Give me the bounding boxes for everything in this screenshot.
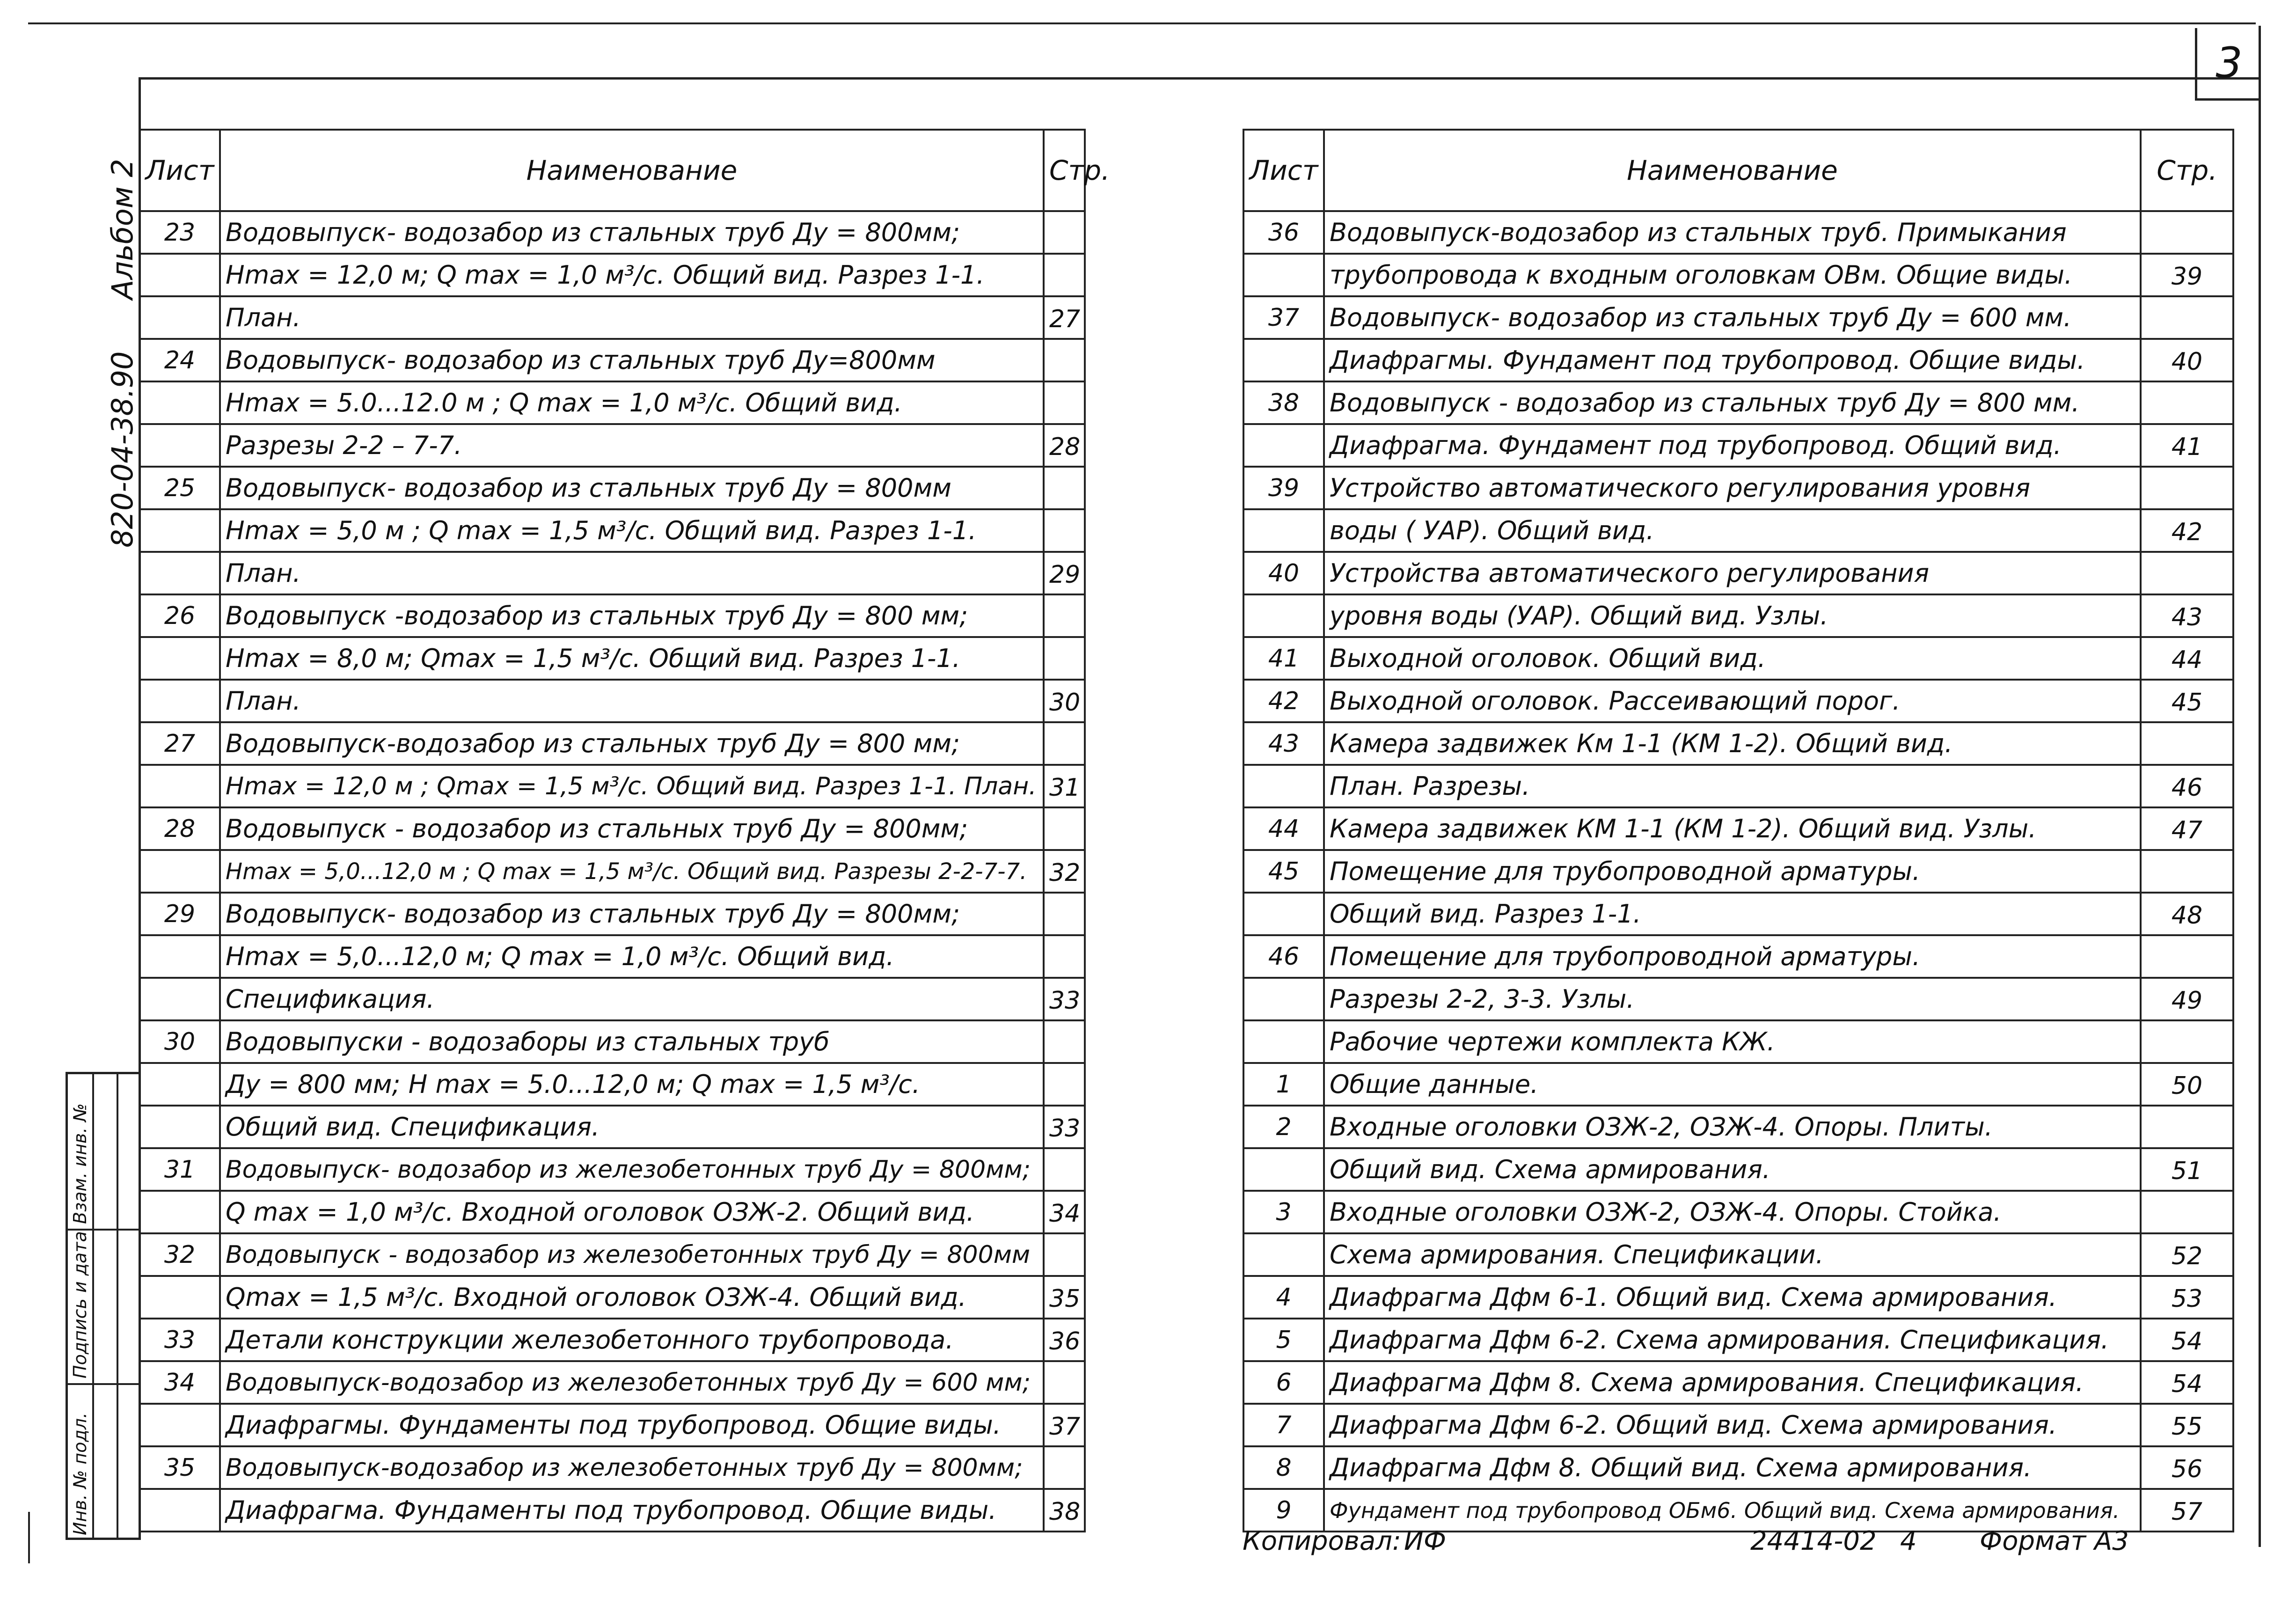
title-cell: Диафрагма Дфм 6-1. Общий вид. Схема армирования. [1324,1276,2141,1319]
table-row [1243,1404,2233,1446]
album-label: Альбом 2 [105,159,139,300]
title-cell: Водовыпуск -водозабор из стальных труб Ду = 800 мм; [220,594,1044,637]
page-cell: 43 [2141,594,2233,637]
page-cell [2141,935,2233,978]
title-cell: Общие данные. [1324,1063,2141,1106]
page-cell [2141,381,2233,424]
page-cell: 46 [2141,765,2233,807]
sheet-number-cell: 7 [1243,1404,1324,1446]
title-cell: Q max = 1,0 м³/с. Входной оголовок ОЗЖ-2. Общий вид. [220,1191,1044,1233]
title-cell: Камера задвижек Км 1-1 (КМ 1-2). Общий вид. [1324,722,2141,765]
page-cell [2141,552,2233,594]
table-row [139,467,1085,509]
sheet-number-cell: 24 [139,339,220,381]
sheet-number-cell: 32 [139,1233,220,1276]
title-cell: Диафрагма Дфм 6-2. Общий вид. Схема армирования. [1324,1404,2141,1446]
table-row [1243,722,2233,765]
title-cell: Водовыпуски - водозаборы из стальных труб [220,1020,1044,1063]
page-cell: 35 [1044,1276,1085,1319]
table-row [1243,850,2233,893]
page-cell [1044,381,1085,424]
page-cell: 33 [1044,978,1085,1020]
sheet-number-cell [139,978,220,1020]
page-cell [2141,467,2233,509]
table-row [1243,211,2233,254]
sheet-number-cell: 27 [139,722,220,765]
page-cell: 36 [1044,1319,1085,1361]
title-cell: Выходной оголовок. Рассеивающий порог. [1324,680,2141,722]
table-row [139,637,1085,680]
col-page-header: Стр. [1044,130,1085,211]
title-cell: Нmax = 12,0 м; Q max = 1,0 м³/с. Общий вид. Разрез 1-1. [220,254,1044,296]
page-cell: 54 [2141,1361,2233,1404]
copied-by-signature: ИФ [1404,1526,1447,1556]
title-cell: Диафрагма. Фундаменты под трубопровод. Общие виды. [220,1489,1044,1532]
sheet-number-cell: 40 [1243,552,1324,594]
sheet-number-cell [139,637,220,680]
sheet-number-cell: 30 [139,1020,220,1063]
page-cell: 44 [2141,637,2233,680]
sheet-number-cell: 23 [139,211,220,254]
table-row [139,424,1085,467]
table-row [139,296,1085,339]
table-row [139,1361,1085,1404]
title-cell: Водовыпуск-водозабор из железобетонных труб Ду = 600 мм; [220,1361,1044,1404]
page-cell: 30 [1044,680,1085,722]
page-cell: 57 [2141,1489,2233,1532]
table-row [139,552,1085,594]
table-row [1243,467,2233,509]
title-cell: Водовыпуск- водозабор из стальных труб Ду = 800мм [220,467,1044,509]
table-row [1243,381,2233,424]
stamp-inventory-label: Инв. № подл. [70,1412,90,1535]
paper-format: Формат А3 [1980,1526,2129,1556]
table-row [139,978,1085,1020]
table-row [139,850,1085,893]
title-cell: План. Разрезы. [1324,765,2141,807]
sheet-number-cell: 9 [1243,1489,1324,1532]
table-row [1243,637,2233,680]
table-row [1243,1233,2233,1276]
document-number: 24414-02 [1750,1526,1877,1556]
table-row [1243,1361,2233,1404]
table-row [1243,424,2233,467]
sheet-number-cell: 26 [139,594,220,637]
sheet-number-cell [1243,1020,1324,1063]
title-cell: Водовыпуск-водозабор из стальных труб. Примыкания [1324,211,2141,254]
title-cell: Фундамент под трубопровод ОБм6. Общий вид. Схема армирования. [1324,1489,2141,1532]
table-row [139,765,1085,807]
table-row [139,722,1085,765]
page-cell: 27 [1044,296,1085,339]
page-cell [2141,1191,2233,1233]
table-row [1243,1489,2233,1532]
table-row [139,680,1085,722]
page-cell [2141,1020,2233,1063]
sheet-number-cell: 38 [1243,381,1324,424]
title-cell: Диафрагмы. Фундамент под трубопровод. Общие виды. [1324,339,2141,381]
page-cell: 42 [2141,509,2233,552]
frame-top-line [28,22,2256,24]
table-row [139,1446,1085,1489]
table-row [139,254,1085,296]
table-row [139,1276,1085,1319]
title-cell: Камера задвижек КМ 1-1 (КМ 1-2). Общий вид. Узлы. [1324,807,2141,850]
title-cell: Водовыпуск - водозабор из стальных труб Ду = 800мм; [220,807,1044,850]
col-name-header: Наименование [1324,130,2141,211]
page-cell [1044,1020,1085,1063]
title-cell: Рабочие чертежи комплекта КЖ. [1324,1020,2141,1063]
sheet-number-cell: 8 [1243,1446,1324,1489]
page-cell [1044,339,1085,381]
page-cell: 29 [1044,552,1085,594]
page-cell [1044,1446,1085,1489]
title-cell: Нmax = 5,0...12,0 м ; Q max = 1,5 м³/с. Общий вид. Разрезы 2-2-7-7. [220,850,1044,893]
table-row [139,211,1085,254]
sheet-number-cell: 4 [1243,1276,1324,1319]
page-cell: 31 [1044,765,1085,807]
table-row [1243,552,2233,594]
title-cell: Общий вид. Спецификация. [220,1106,1044,1148]
page-cell: 51 [2141,1148,2233,1191]
page-cell: 50 [2141,1063,2233,1106]
table-row [1243,1446,2233,1489]
page-cell [2141,722,2233,765]
page-number: 3 [2195,28,2261,101]
document-code: 820-04-38.90 [105,351,139,548]
table-row [1243,935,2233,978]
sheet-number-cell [139,509,220,552]
page-cell [2141,296,2233,339]
table-row [1243,1191,2233,1233]
sheet-number-cell [1243,978,1324,1020]
table-row [1243,765,2233,807]
title-cell: Нmax = 12,0 м ; Qmax = 1,5 м³/с. Общий вид. Разрез 1-1. План. [220,765,1044,807]
frame-inner-top-line [139,77,2259,80]
title-cell: Общий вид. Схема армирования. [1324,1148,2141,1191]
sheet-number-cell [1243,893,1324,935]
page-cell [1044,1148,1085,1191]
sheet-number-cell [139,381,220,424]
table-row [1243,1276,2233,1319]
stamp-replace-label: Взам. инв. № [70,1103,90,1224]
right-contents-table [1243,129,2234,1532]
sheet-number-cell: 2 [1243,1106,1324,1148]
page-cell: 55 [2141,1404,2233,1446]
page-cell [1044,637,1085,680]
sheet-number-cell: 41 [1243,637,1324,680]
sheet-number-cell: 45 [1243,850,1324,893]
title-cell: Диафрагма. Фундамент под трубопровод. Общий вид. [1324,424,2141,467]
table-row [1243,893,2233,935]
title-cell: Помещение для трубопроводной арматуры. [1324,935,2141,978]
title-cell: Входные оголовки ОЗЖ-2, ОЗЖ-4. Опоры. Плиты. [1324,1106,2141,1148]
sheet-number-cell [139,1063,220,1106]
title-cell: Диафрагма Дфм 8. Схема армирования. Спецификация. [1324,1361,2141,1404]
table-row [1243,1020,2233,1063]
page-cell [1044,893,1085,935]
title-cell: Водовыпуск- водозабор из стальных труб Ду = 600 мм. [1324,296,2141,339]
title-cell: Водовыпуск- водозабор из стальных труб Ду=800мм [220,339,1044,381]
sheet-number-cell [1243,424,1324,467]
sheet-number-cell [1243,254,1324,296]
title-cell: Устройство автоматического регулирования уровня [1324,467,2141,509]
frame-right-line [2259,26,2261,1547]
title-cell: уровня воды (УАР). Общий вид. Узлы. [1324,594,2141,637]
sheet-number-cell: 31 [139,1148,220,1191]
title-cell: Нmax = 5.0...12.0 м ; Q max = 1,0 м³/с. Общий вид. [220,381,1044,424]
page-cell: 32 [1044,850,1085,893]
title-cell: Нmax = 5,0 м ; Q max = 1,5 м³/с. Общий вид. Разрез 1-1. [220,509,1044,552]
sheet-number-cell [139,296,220,339]
page-cell [1044,254,1085,296]
title-cell: Нmax = 8,0 м; Qmax = 1,5 м³/с. Общий вид. Разрез 1-1. [220,637,1044,680]
sheet-number-cell [1243,339,1324,381]
table-row [1243,680,2233,722]
page-cell [2141,211,2233,254]
sheet-number-cell: 6 [1243,1361,1324,1404]
title-cell: трубопровода к входным оголовкам ОВм. Общие виды. [1324,254,2141,296]
page-cell [1044,935,1085,978]
title-cell: Диафрагмы. Фундаменты под трубопровод. Общие виды. [220,1404,1044,1446]
title-cell: Водовыпуск- водозабор из стальных труб Ду = 800мм; [220,211,1044,254]
sheet-number-cell: 46 [1243,935,1324,978]
title-cell: План. [220,296,1044,339]
page-cell: 48 [2141,893,2233,935]
table-row [1243,978,2233,1020]
sheet-number-cell: 37 [1243,296,1324,339]
title-cell: воды ( УАР). Общий вид. [1324,509,2141,552]
sheet-number-cell: 44 [1243,807,1324,850]
page-cell [2141,1106,2233,1148]
sheet-number-cell: 5 [1243,1319,1324,1361]
table-row [139,381,1085,424]
sheet-number-cell: 39 [1243,467,1324,509]
page-cell [1044,594,1085,637]
title-cell: Входные оголовки ОЗЖ-2, ОЗЖ-4. Опоры. Стойка. [1324,1191,2141,1233]
page-cell [1044,1233,1085,1276]
sheet-number-cell: 25 [139,467,220,509]
table-row [139,339,1085,381]
sheet-number: 4 [1900,1526,1917,1556]
page-cell: 49 [2141,978,2233,1020]
sheet-number-cell: 33 [139,1319,220,1361]
page-cell [1044,211,1085,254]
col-name-header: Наименование [220,130,1044,211]
table-row [139,1319,1085,1361]
page-cell: 37 [1044,1404,1085,1446]
page-cell: 47 [2141,807,2233,850]
title-cell: Схема армирования. Спецификации. [1324,1233,2141,1276]
sheet-number-cell [139,1106,220,1148]
sheet-number-cell: 36 [1243,211,1324,254]
sheet-number-cell: 43 [1243,722,1324,765]
col-sheet-header: Лист [1243,130,1324,211]
page-cell: 28 [1044,424,1085,467]
sheet-number-cell [1243,765,1324,807]
page-cell: 56 [2141,1446,2233,1489]
title-cell: Диафрагма Дфм 8. Общий вид. Схема армирования. [1324,1446,2141,1489]
sheet-number-cell [139,1276,220,1319]
sheet-number-cell [1243,594,1324,637]
col-page-header: Стр. [2141,130,2233,211]
sheet-number-cell: 28 [139,807,220,850]
page-cell: 39 [2141,254,2233,296]
title-cell: Детали конструкции железобетонного трубопровода. [220,1319,1044,1361]
table-row [1243,594,2233,637]
stamp-signature-label: Подпись и дата [70,1231,90,1378]
table-row [139,807,1085,850]
table-row [139,1489,1085,1532]
title-cell: Водовыпуск- водозабор из железобетонных труб Ду = 800мм; [220,1148,1044,1191]
title-cell: Водовыпуск - водозабор из железобетонных труб Ду = 800мм [220,1233,1044,1276]
title-cell: Диафрагма Дфм 6-2. Схема армирования. Спецификация. [1324,1319,2141,1361]
sheet-number-cell [139,1489,220,1532]
sheet-number-cell [139,850,220,893]
page-cell: 33 [1044,1106,1085,1148]
page-cell: 40 [2141,339,2233,381]
page-cell [1044,807,1085,850]
table-row [1243,1319,2233,1361]
title-cell: Выходной оголовок. Общий вид. [1324,637,2141,680]
title-cell: Спецификация. [220,978,1044,1020]
sheet-number-cell: 35 [139,1446,220,1489]
sheet-number-cell: 3 [1243,1191,1324,1233]
page-cell: 45 [2141,680,2233,722]
title-cell: Общий вид. Разрез 1-1. [1324,893,2141,935]
title-cell: Разрезы 2-2, 3-3. Узлы. [1324,978,2141,1020]
table-row [139,1233,1085,1276]
sheet-number-cell [139,935,220,978]
table-row [1243,254,2233,296]
table-row [139,935,1085,978]
sheet-number-cell [139,424,220,467]
page-cell: 38 [1044,1489,1085,1532]
table-row [139,1191,1085,1233]
title-cell: Водовыпуск - водозабор из стальных труб Ду = 800 мм. [1324,381,2141,424]
page-cell: 53 [2141,1276,2233,1319]
sheet-number-cell [139,1191,220,1233]
title-cell: Устройства автоматического регулирования [1324,552,2141,594]
page-cell [1044,1063,1085,1106]
title-cell: План. [220,552,1044,594]
table-row [139,893,1085,935]
title-cell: Qmax = 1,5 м³/с. Входной оголовок ОЗЖ-4. Общий вид. [220,1276,1044,1319]
binding-cut-line [28,1512,30,1563]
approval-stamp [66,1072,141,1540]
sheet-number-cell: 42 [1243,680,1324,722]
title-cell: Водовыпуск-водозабор из железобетонных труб Ду = 800мм; [220,1446,1044,1489]
sheet-number-cell [139,1404,220,1446]
page-cell: 54 [2141,1319,2233,1361]
title-cell: Нmax = 5,0...12,0 м; Q max = 1,0 м³/с. Общий вид. [220,935,1044,978]
table-row [1243,296,2233,339]
sheet-number-cell [1243,509,1324,552]
left-contents-table [139,129,1110,1532]
sheet-number-cell: 29 [139,893,220,935]
table-row [1243,1106,2233,1148]
title-cell: Разрезы 2-2 – 7-7. [220,424,1044,467]
title-cell: План. [220,680,1044,722]
sheet-number-cell [1243,1233,1324,1276]
title-cell: Водовыпуск-водозабор из стальных труб Ду = 800 мм; [220,722,1044,765]
sheet-number-cell [139,254,220,296]
table-row [139,1020,1085,1063]
table-row [139,1106,1085,1148]
table-row [1243,509,2233,552]
page-cell: 34 [1044,1191,1085,1233]
table-row [1243,339,2233,381]
page-cell: 41 [2141,424,2233,467]
table-row [1243,1148,2233,1191]
page-cell [1044,509,1085,552]
table-row [1243,1063,2233,1106]
table-row [139,1148,1085,1191]
page-cell: 52 [2141,1233,2233,1276]
sheet-number-cell [1243,1148,1324,1191]
title-cell: Помещение для трубопроводной арматуры. [1324,850,2141,893]
table-row [1243,807,2233,850]
sheet-number-cell: 1 [1243,1063,1324,1106]
table-row [139,1404,1085,1446]
title-cell: Водовыпуск- водозабор из стальных труб Ду = 800мм; [220,893,1044,935]
page-cell [1044,722,1085,765]
page-cell [1044,467,1085,509]
table-row [139,594,1085,637]
table-row [139,1063,1085,1106]
table-row [139,509,1085,552]
copied-by-label: Копировал: [1243,1526,1401,1556]
sheet-number-cell [139,765,220,807]
sheet-number-cell [139,552,220,594]
page-cell [1044,1361,1085,1404]
sheet-number-cell [139,680,220,722]
page-cell [2141,850,2233,893]
title-cell: Ду = 800 мм; Н max = 5.0...12,0 м; Q max = 1,5 м³/с. [220,1063,1044,1106]
sheet-number-cell: 34 [139,1361,220,1404]
col-sheet-header: Лист [139,130,220,211]
